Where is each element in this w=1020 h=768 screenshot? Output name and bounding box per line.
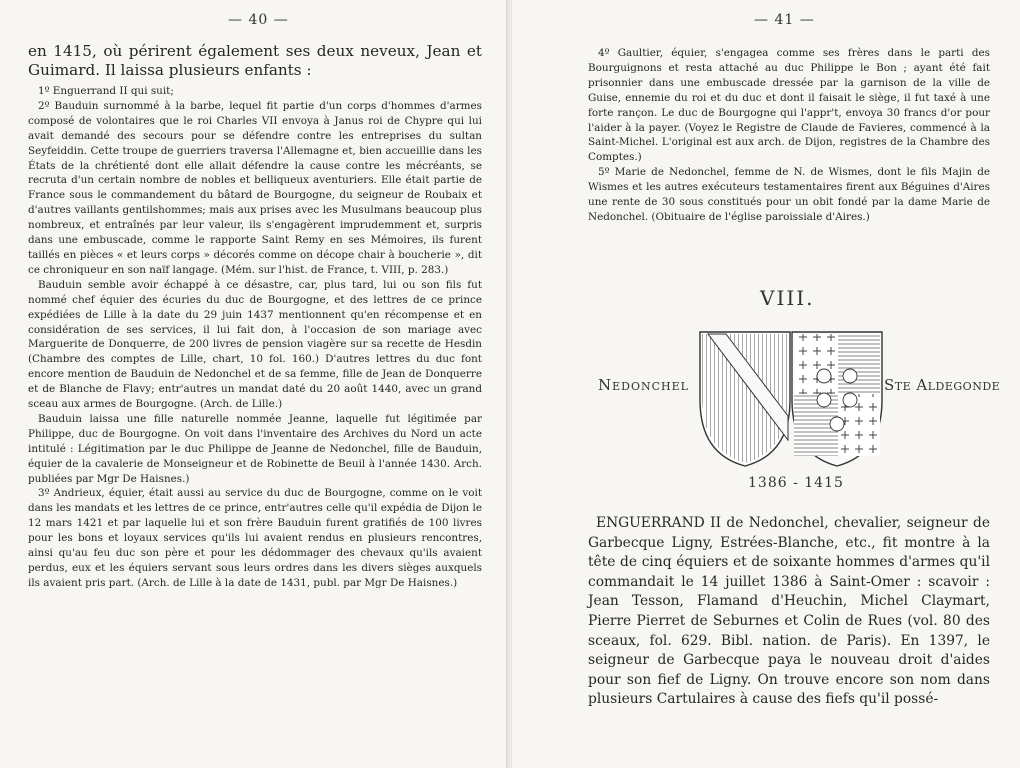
aldegonde-quarter-top-left-icon bbox=[794, 334, 838, 394]
date-range: 1386 - 1415 bbox=[748, 475, 844, 491]
right-page-text bbox=[588, 46, 990, 225]
aldegonde-quarter-top-right-icon bbox=[838, 334, 880, 394]
coat-of-arms-icon bbox=[698, 330, 884, 470]
left-page-text bbox=[28, 42, 482, 591]
left-lead-paragraph: en 1415, où périrent également ses deux neveux, Jean et Guimard. Il laissa plusieurs enfants : bbox=[28, 42, 482, 79]
list-item: 5º Marie de Nedonchel, femme de N. de Wismes, dont le fils Majin de Wismes et les autres exécuteurs testamentaires firent aux Béguines d'Aires une rente de 30 sous constitués pour un obit fondé par la dame Marie de Nedonchel. (Obituaire de l'église paroissiale d'Aires.) bbox=[588, 166, 990, 223]
list-item: 3º Andrieux, équier, était aussi au service du duc de Bourgogne, comme on le voit dans les mandats et les lettres de ce prince, entr'autres celle qu'il expédia de Dijon le 12 mars 1421 et par laquelle lui et son frère Bauduin furent gratifiés de 100 livres pour les bons et loyaux services qu'ils lui avaient rendus en plusieurs rencontres, ainsi qu'au feu duc son père et pour les dédommager des chevaux qu'ils avaient perdus, eux et les équiers servant sous leurs ordres dans les divers sièges auxquels ils avaient pris part. (Arch. de Lille à la date de 1431, publ. par Mgr De Haisnes.) bbox=[28, 487, 482, 589]
list-item: Bauduin semble avoir échappé à ce désastre, car, plus tard, lui ou son fils fut nommé chef équier des écuries du duc de Bourgogne, et des lettres de ce prince expédiées de Lille à la date du 29 juin 1437 mentionnent qu'en récompense et en considération de ses services, il lui fait don, à l'occasion de son mariage avec Marguerite de Donquerre, de 200 livres de pension viagère sur sa recette de Hesdin (Chambre des comptes de Lille, chart, 10 fol. 160.) D'autres lettres du duc font encore mention de Bauduin de Nedonchel et de sa femme, fille de Jean de Donquerre et de Blanche de Flavy; entr'autres un mandat daté du 20 août 1440, avec un grand sceau aux armes de Bourgogne. (Arch. de Lille.) bbox=[28, 278, 482, 411]
right-page-number: — 41 — bbox=[754, 12, 815, 28]
list-item: Bauduin laissa une fille naturelle nommée Jeanne, laquelle fut légitimée par Philippe, duc de Bourgogne. On voit dans l'inventaire des Archives du Nord un acte intitulé : Légitimation par le duc Philippe de Jeanne de Nedonchel, fille de Bauduin, équier de la cavalerie de Monseigneur et de Robinette de Beuil à l'année 1430. Arch. publiées par Mgr De Haisnes.) bbox=[28, 412, 482, 485]
arms-label-ste-aldegonde: Ste Aldegonde bbox=[884, 376, 1001, 394]
left-page bbox=[0, 0, 508, 768]
arms-label-nedonchel: Nedonchel bbox=[598, 376, 689, 394]
list-item: 4º Gaultier, équier, s'engagea comme ses frères dans le parti des Bourguignons et resta attaché au duc Philippe le Bon ; ayant été fait prisonnier dans une embuscade dressée par la garnison de la ville de Guise, ennemie du roi et du duc et dont il faisait le siège, il fut taxé à une forte rançon. Le duc de Bourgogne qui l'appr't, envoya 30 francs d'or pour l'aider à la payer. (Voyez le Registre de Claude de Favieres, commencé à la Saint-Michel. L'original est aux arch. de Dijon, registres de la Chambre des Comptes.) bbox=[588, 47, 990, 164]
left-page-number: — 40 — bbox=[228, 12, 289, 28]
list-item: 2º Bauduin surnommé à la barbe, lequel fit partie d'un corps d'hommes d'armes composé de volontaires que le roi Charles VII envoya à Janus roi de Chypre qui lui avait demandé des secours pour se défendre contre les entreprises du sultan Seyfeiddin. Cette troupe de guerriers traversa l'Allemagne et, bien accueillie dans les États de la chrétienté dont elle allait défendre la cause contre les mécréants, se recruta d'un certain nombre de nobles et belliqueux aventuriers. Elle était partie de France sous le commandement du bâtard de Bourgogne, du seigneur de Roubaix et d'autres vaillants gentilshommes; mais aux prises avec les Musulmans beaucoup plus nombreux, et entraînés par leur valeur, ils s'engagèrent imprudemment et, surpris dans une embuscade, comme le rapporte Saint Remy en ses Mémoires, ils furent taillés en pièces « et leurs corps » décorés comme on décope chair à boucherie », dit ce chroniqueur en son naïf langage. (Mém. sur l'hist. de France, t. VIII, p. 283.) bbox=[28, 99, 482, 276]
list-item: 1º Enguerrand II qui suit; bbox=[38, 85, 174, 97]
section-number: VIII. bbox=[760, 286, 815, 310]
right-body-paragraph: ENGUERRAND II de Nedonchel, chevalier, seigneur de Garbecque Ligny, Estrées-Blanche, etc., fit montre à la tête de cinq équiers et de soixante hommes d'armes qu'il commandait le 14 juillet 1386 à Saint-Omer : scavoir : Jean Tesson, Flamand d'Heuchin, Michel Claymart, Pierre Pierret de Seburnes et Colin de Rues (vol. 80 des sceaux, fol. 629. Bibl. nation. de Paris). En 1397, le seigneur de Garbecque paya le nouveau droit d'aides pour son fief de Ligny. On trouve encore son nom dans plusieurs Cartulaires à cause des fiefs qu'il possé- bbox=[588, 515, 990, 708]
